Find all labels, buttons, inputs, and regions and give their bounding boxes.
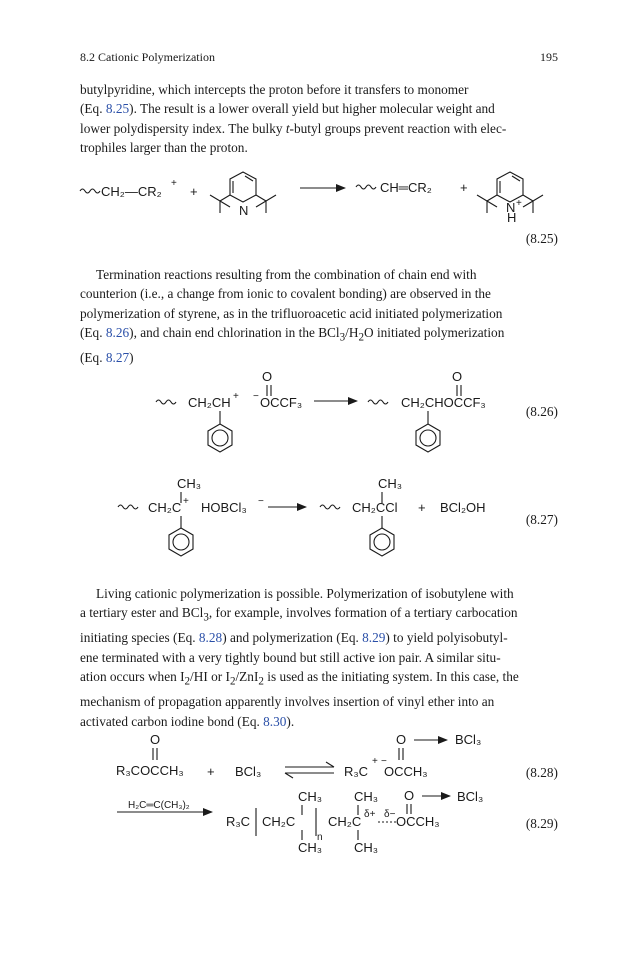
- eq-ref-link[interactable]: 8.30: [263, 713, 287, 729]
- polymer-chain-wave-icon: [368, 400, 388, 404]
- text-line: polymerization of styrene, as in the trifluoroacetic acid initiated polymerization: [80, 305, 503, 321]
- nitrogen-label: N: [506, 200, 516, 215]
- equation-number-8-26: (8.26): [525, 404, 558, 419]
- eq-ref-link[interactable]: 8.28: [198, 630, 223, 646]
- initiator-fragment: R₃C: [226, 814, 251, 829]
- ester-product: CH₂CHOCCF₃: [401, 395, 486, 410]
- plus-operator: +: [418, 500, 426, 515]
- text-line: (Eq. 8.26), and chain end chlorination in the $BCl_3/H_2O$ initiated polymerization: [80, 325, 505, 344]
- eq-ref-link[interactable]: 8.29: [362, 630, 386, 646]
- minus-sign: −: [253, 391, 259, 402]
- boron-trichloride: BCl₃: [235, 764, 262, 779]
- text-line: activated carbon iodine bond (Eq. 8.30).: [80, 713, 295, 729]
- equation-number-8-25: (8.25): [525, 231, 558, 246]
- plus-operator: +: [190, 184, 198, 199]
- methyl-label: CH₃: [354, 840, 379, 855]
- text-line: Living cationic polymerization is possible. Polymerization of isobutylene with: [96, 586, 514, 601]
- benzene-ring: [169, 528, 193, 556]
- text-line: ene terminated with a very tightly bound but still active ion pair. A similar situ-: [80, 649, 501, 665]
- text-line: trophiles larger than the proton.: [80, 140, 248, 156]
- polymer-chain-wave-icon: [156, 400, 176, 404]
- plus-sign: +: [516, 198, 522, 209]
- benzene-ring: [416, 424, 440, 452]
- text-line: (Eq. 8.25). The result is a lower overall yield but higher molecular weight and: [80, 101, 495, 117]
- tertiary-ester: R₃COCCH₃: [116, 763, 184, 778]
- oxygen-label: O: [404, 788, 415, 803]
- text-line: initiating species (Eq. 8.28) and polymerization (Eq. 8.29) to yield polyisobutyl-: [80, 630, 508, 646]
- plus-operator: +: [207, 764, 215, 779]
- partial-negative: δ−: [384, 809, 396, 820]
- alpha-methylstyryl-cation: CH₂C: [148, 500, 182, 515]
- isobutylene-monomer: H₂C═C(CH₃)₂: [128, 800, 190, 811]
- plus-sign: +: [171, 178, 177, 189]
- equilibrium-arrows: [285, 762, 334, 778]
- repeat-count: n: [317, 832, 323, 843]
- plus-operator: +: [460, 180, 468, 195]
- hobcl3-anion: HOBCl₃: [201, 500, 247, 515]
- eq-ref-link[interactable]: 8.25: [105, 101, 130, 117]
- page-number: 195: [540, 50, 558, 64]
- boron-trichloride: BCl₃: [457, 789, 484, 804]
- running-header-section: 8.2 Cationic Polymerization: [80, 50, 215, 64]
- product-alkene: CH═CR₂: [380, 180, 432, 195]
- polymer-chain-wave-icon: [80, 189, 100, 193]
- minus-sign: −: [258, 496, 264, 507]
- equation-number-8-28: (8.28): [525, 765, 558, 780]
- methyl-label: CH₃: [177, 476, 202, 491]
- acetate-end: OCCH₃: [396, 814, 440, 829]
- eq-ref-link[interactable]: 8.26: [105, 325, 130, 341]
- methyl-label: CH₃: [298, 840, 323, 855]
- hydrogen-label: H: [507, 210, 517, 225]
- text-line: ation occurs when $I_2/HI$ or $I_2/ZnI_2$ is used as the initiating system. In this case, the: [80, 669, 519, 688]
- nitrogen-label: N: [239, 203, 249, 218]
- benzene-ring: [370, 528, 394, 556]
- equation-number-8-27: (8.27): [525, 512, 558, 527]
- polymer-chain-wave-icon: [356, 185, 376, 189]
- repeat-unit: CH₂C: [262, 814, 296, 829]
- byproduct-bcl2oh: BCl₂OH: [440, 500, 486, 515]
- text-line: lower polydispersity index. The bulky t-butyl groups prevent reaction with elec-: [80, 120, 507, 136]
- styryl-cation: CH₂CH: [188, 395, 231, 410]
- plus-sign: +: [233, 391, 239, 402]
- text-line: (Eq. 8.27): [80, 350, 134, 366]
- oxygen-label: O: [452, 369, 463, 384]
- methyl-label: CH₃: [354, 789, 379, 804]
- oxygen-label: O: [262, 369, 273, 384]
- text-line: Termination reactions resulting from the combination of chain end with: [96, 267, 477, 282]
- boron-trichloride: BCl₃: [455, 732, 482, 747]
- benzene-ring: [208, 424, 232, 452]
- methyl-label: CH₃: [378, 476, 403, 491]
- equation-number-8-29: (8.29): [525, 816, 558, 831]
- eq-ref-link[interactable]: 8.27: [105, 350, 130, 366]
- oxygen-label: O: [150, 732, 161, 747]
- chloride-product: CH₂CCl: [352, 500, 398, 515]
- reaction-scheme-8-28: [116, 732, 481, 779]
- plus-sign: +: [183, 496, 189, 507]
- polymer-chain-wave-icon: [118, 505, 138, 509]
- minus-sign: −: [381, 756, 387, 767]
- text-line: counterion (i.e., a change from ionic to covalent bonding) are observed in the: [80, 286, 491, 302]
- reaction-scheme-8-25: [80, 172, 543, 225]
- oxygen-label: O: [396, 732, 407, 747]
- trifluoroacetate-anion: OCCF₃: [260, 395, 303, 410]
- chain-end-unit: CH₂C: [328, 814, 362, 829]
- tertiary-carbocation: R₃C: [344, 764, 369, 779]
- plus-sign: +: [372, 756, 378, 767]
- methyl-label: CH₃: [298, 789, 323, 804]
- reaction-scheme-8-27: [118, 476, 486, 556]
- chain-end-cation: CH₂—CR₂: [101, 184, 162, 199]
- reaction-scheme-8-29: [117, 788, 483, 855]
- text-line: mechanism of propagation apparently involves insertion of vinyl ether into an: [80, 694, 495, 710]
- reaction-scheme-8-26: [156, 369, 486, 452]
- partial-positive: δ+: [364, 809, 376, 820]
- text-line: a tertiary ester and BCl$_3$, for example, involves formation of a tertiary carbocation: [80, 605, 518, 625]
- text-line: butylpyridine, which intercepts the proton before it transfers to monomer: [80, 82, 469, 97]
- acetate-complex: OCCH₃: [384, 764, 428, 779]
- polymer-chain-wave-icon: [320, 505, 340, 509]
